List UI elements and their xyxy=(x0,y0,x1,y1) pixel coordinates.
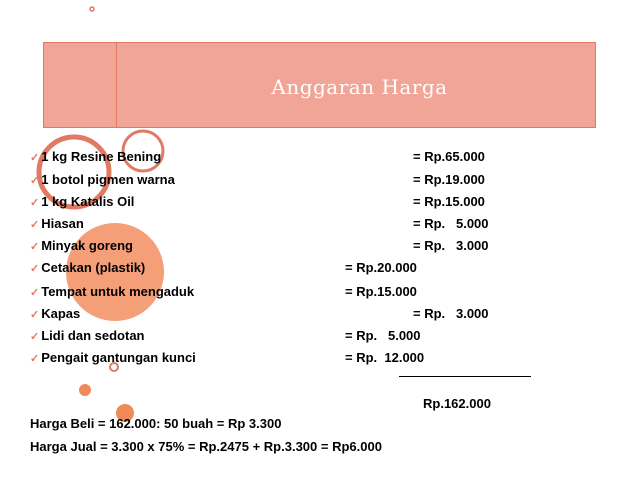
item-label: 1 botol pigmen warna xyxy=(41,172,175,187)
item-label: 1 kg Katalis Oil xyxy=(41,194,135,209)
harga-jual: Harga Jual = 3.300 x 75% = Rp.2475 + Rp.3.300 = Rp6.000 xyxy=(30,439,382,454)
list-item xyxy=(30,216,84,231)
check-icon: ✓ xyxy=(30,152,40,164)
item-label: Hiasan xyxy=(41,216,84,231)
item-label: 1 kg Resine Bening xyxy=(41,149,162,164)
item-value: = Rp.19.000 xyxy=(413,172,485,187)
page-title: Anggaran Harga xyxy=(271,75,448,99)
item-value: = Rp. 5.000 xyxy=(345,328,421,343)
top-ring xyxy=(90,7,94,11)
check-icon: ✓ xyxy=(30,309,40,321)
check-icon: ✓ xyxy=(30,197,40,209)
check-icon: ✓ xyxy=(30,175,40,187)
item-label: Cetakan (plastik) xyxy=(41,260,146,275)
list-item xyxy=(30,306,80,321)
check-icon: ✓ xyxy=(30,219,40,231)
item-label: Kapas xyxy=(41,306,81,321)
list-item xyxy=(30,172,175,187)
list-item xyxy=(30,284,194,299)
check-icon: ✓ xyxy=(30,353,40,365)
title-bar xyxy=(43,42,596,128)
check-icon: ✓ xyxy=(30,331,40,343)
item-value: = Rp.20.000 xyxy=(345,260,417,275)
check-icon: ✓ xyxy=(30,287,40,299)
item-value: = Rp.65.000 xyxy=(413,149,485,164)
item-label: Tempat untuk mengaduk xyxy=(41,284,195,299)
dot-circle-1 xyxy=(79,384,91,396)
total-rule xyxy=(399,376,531,377)
list-item xyxy=(30,350,196,365)
item-value: = Rp. 3.000 xyxy=(413,238,489,253)
check-icon: ✓ xyxy=(30,263,40,275)
list-item xyxy=(30,238,133,253)
harga-beli: Harga Beli = 162.000: 50 buah = Rp 3.300 xyxy=(30,416,282,431)
list-item xyxy=(30,149,161,164)
item-value: = Rp. 5.000 xyxy=(413,216,489,231)
item-value: = Rp.15.000 xyxy=(345,284,417,299)
item-value: = Rp. 3.000 xyxy=(413,306,489,321)
item-label: Minyak goreng xyxy=(41,238,133,253)
item-value: = Rp.15.000 xyxy=(413,194,485,209)
item-label: Lidi dan sedotan xyxy=(41,328,145,343)
check-icon: ✓ xyxy=(30,241,40,253)
list-item xyxy=(30,260,145,275)
list-item xyxy=(30,194,134,209)
item-label: Pengait gantungan kunci xyxy=(41,350,196,365)
total-value: Rp.162.000 xyxy=(423,396,491,411)
list-item xyxy=(30,328,145,343)
item-value: = Rp. 12.000 xyxy=(345,350,425,365)
